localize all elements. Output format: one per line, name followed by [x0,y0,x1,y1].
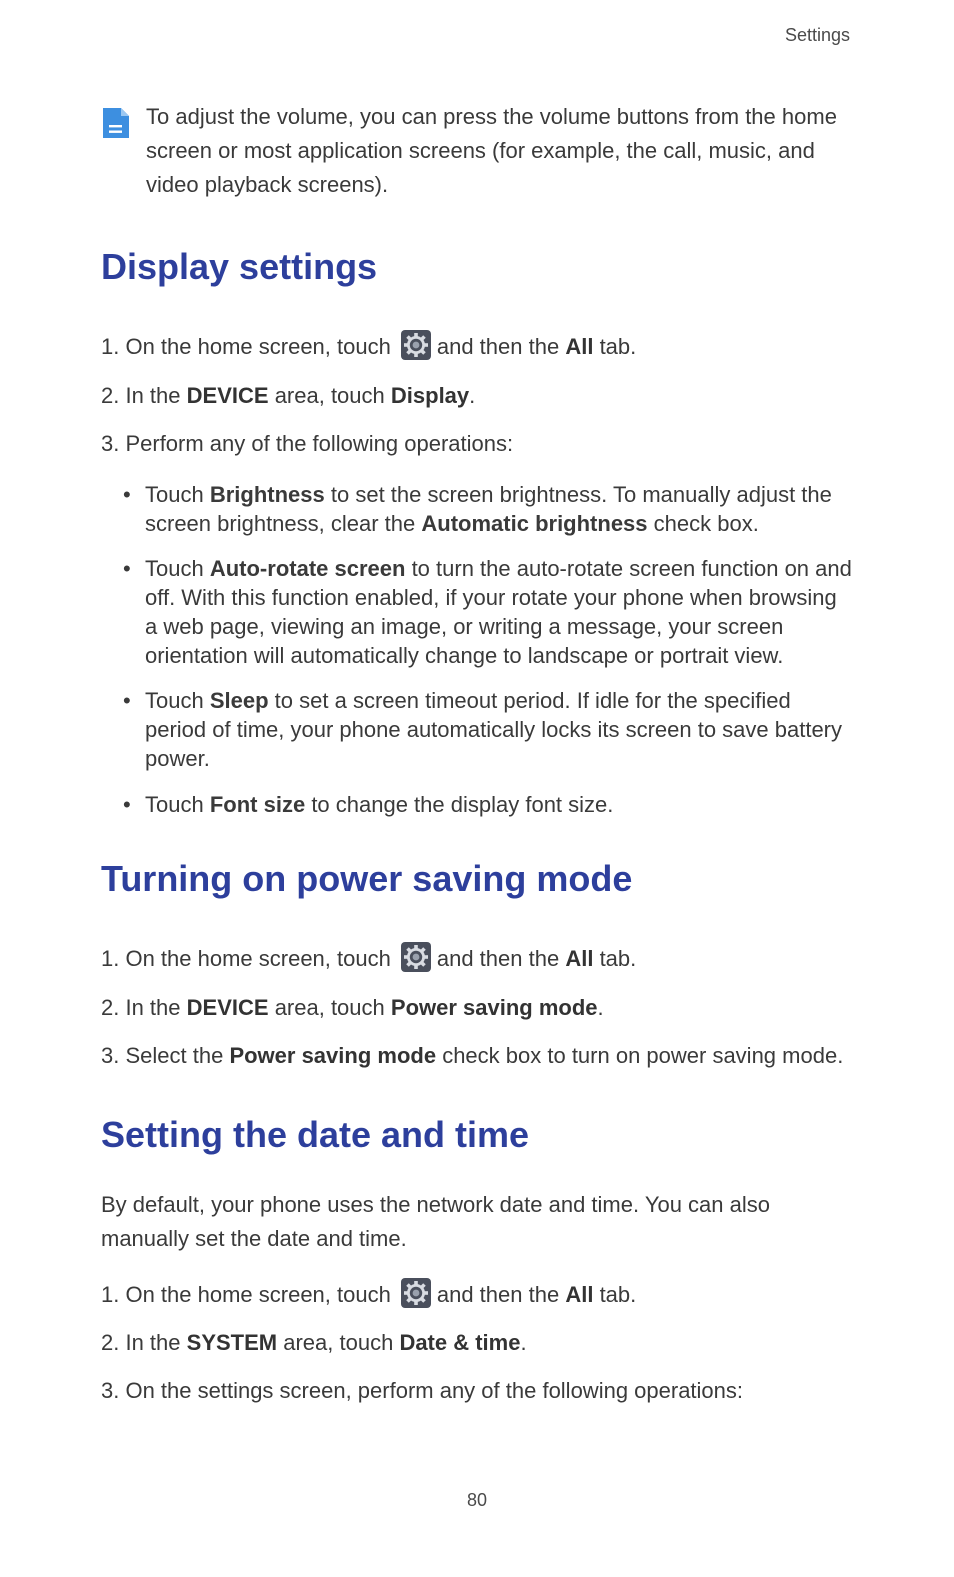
date-step-3: 3. On the settings screen, perform any of the following operations: [101,1378,744,1403]
power-step-2: 2. In the DEVICE area, touch Power saving mode. [101,995,604,1020]
bullet-brightness: • Touch Brightness to set the screen brightness. To manually adjust the screen brightness, clear the Automatic brightness check box. [123,482,832,536]
bullet-auto-rotate: • Touch Auto-rotate screen to turn the auto-rotate screen function on and off. With this function enabled, if your rotate your phone when browsing a web page, viewing an image, or writing a message, your screen orientation will automatically change to landscape or portrait view. [123,556,852,668]
running-header: Settings [784,25,850,45]
display-step-2: 2. In the DEVICE area, touch Display. [101,383,476,408]
settings-gear-icon [401,330,431,360]
page-number: 80 [466,1490,488,1510]
note-document-icon [101,106,131,140]
display-step-1: 1. On the home screen, touch and then the All tab. [101,332,636,361]
power-step-3: 3. Select the Power saving mode check box to turn on power saving mode. [101,1043,844,1068]
bullet-font-size: • Touch Font size to change the display font size. [123,792,614,817]
display-step-3: 3. Perform any of the following operations: [101,431,514,456]
date-step-1: 1. On the home screen, touch and then the All tab. [101,1280,636,1309]
heading-power-saving: Turning on power saving mode [101,858,633,899]
note-text: To adjust the volume, you can press the volume buttons from the home screen or most application screens (for example, the call, music, and video playback screens). [146,104,837,197]
power-step-1: 1. On the home screen, touch and then the All tab. [101,944,636,973]
bullet-sleep: • Touch Sleep to set a screen timeout period. If idle for the specified period of time, your phone automatically locks its screen to save battery power. [123,688,843,771]
settings-gear-icon [401,1278,431,1308]
note-block [101,100,861,202]
heading-display-settings: Display settings [101,246,378,287]
date-step-2: 2. In the SYSTEM area, touch Date & time. [101,1330,527,1355]
date-time-intro: By default, your phone uses the network date and time. You can also manually set the date and time. [101,1192,771,1251]
settings-gear-icon [401,942,431,972]
heading-date-time: Setting the date and time [101,1114,530,1155]
